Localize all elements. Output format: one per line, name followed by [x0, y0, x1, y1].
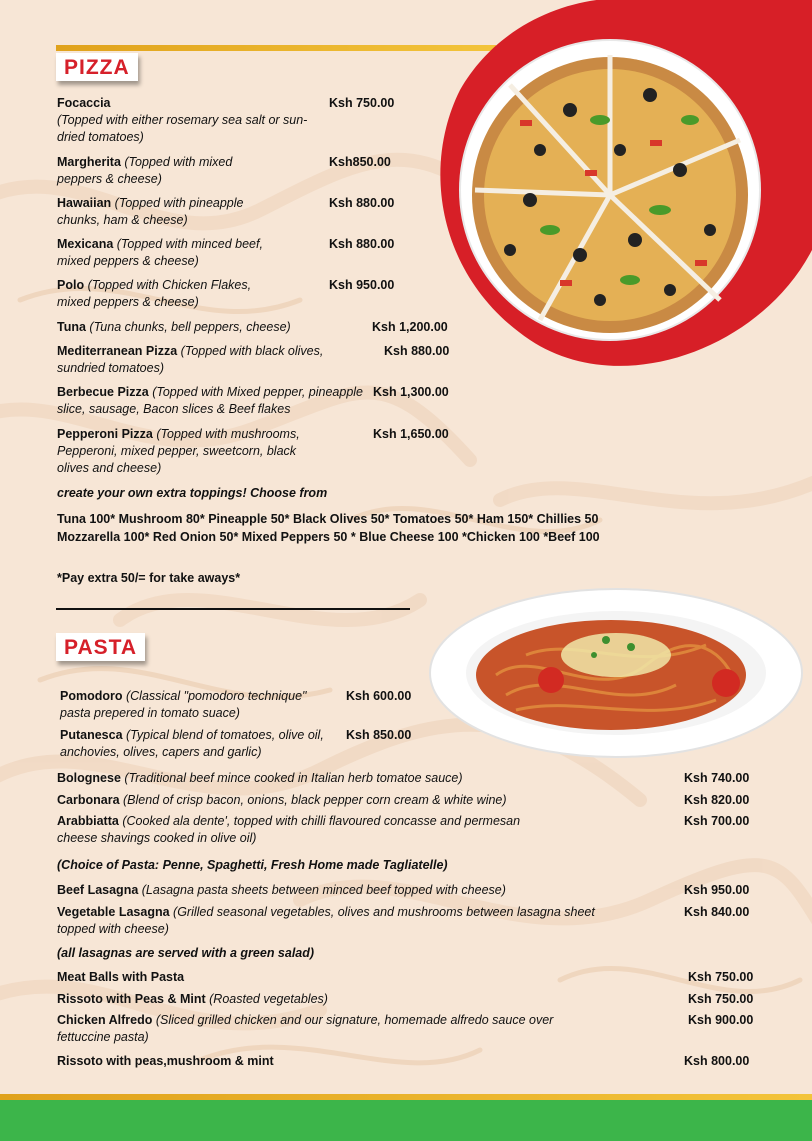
item-price: Ksh 900.00: [688, 1013, 754, 1027]
item-name: Rissoto with Peas & Mint: [57, 992, 206, 1006]
list-item: [60, 727, 330, 761]
item-name: Mediterranean Pizza: [57, 344, 178, 358]
item-desc: (Traditional beef mince cooked in Italian herb tomatoe sauce): [124, 771, 463, 785]
item-name: Polo: [57, 278, 85, 292]
item-name: Pomodoro: [60, 689, 123, 703]
item-name: Putanesca: [60, 728, 123, 742]
takeaway-note: *Pay extra 50/= for take aways*: [57, 571, 241, 585]
item-desc: (Topped with Chicken Flakes, mixed peppers & cheese): [57, 278, 252, 309]
item-price: Ksh 880.00: [329, 237, 395, 251]
extras-note: create your own extra toppings! Choose from: [57, 486, 328, 500]
list-item: [57, 991, 457, 1008]
item-desc: (Topped with mushrooms, Pepperoni, mixed pepper, sweetcorn, black olives and cheese): [57, 427, 300, 475]
pizza-section-title: PIZZA: [56, 53, 138, 81]
list-item: [57, 343, 357, 377]
list-item: [57, 1053, 457, 1070]
item-desc: (Classical "pomodoro technique" pasta prepered in tomato suace): [60, 689, 307, 720]
list-item: [57, 154, 272, 188]
item-desc: (Topped with pineapple chunks, ham & cheese): [57, 196, 244, 227]
pasta-choice-note: (Choice of Pasta: Penne, Spaghetti, Fresh Home made Tagliatelle): [57, 858, 448, 872]
footer-green-band: [0, 1100, 812, 1141]
item-price: Ksh850.00: [329, 155, 391, 169]
item-price: Ksh 750.00: [329, 96, 395, 110]
list-item: [57, 770, 617, 787]
item-price: Ksh 880.00: [384, 344, 450, 358]
item-desc: (Blend of crisp bacon, onions, black pepper corn cream & white wine): [123, 793, 507, 807]
item-price: Ksh 820.00: [684, 793, 750, 807]
item-name: Hawaiian: [57, 196, 112, 210]
pasta-image: [426, 585, 806, 760]
item-price: Ksh 1,650.00: [373, 427, 449, 441]
list-item: [57, 969, 457, 986]
list-item: [57, 1012, 562, 1046]
item-desc: (Topped with either rosemary sea salt or sun-dried tomatoes): [57, 113, 308, 144]
item-name: Mexicana: [57, 237, 114, 251]
list-item: [57, 904, 602, 938]
lasagna-note: (all lasagnas are served with a green salad): [57, 946, 315, 960]
item-desc: (Topped with Mixed pepper, pineapple slice, sausage, Bacon slices & Beef flakes: [57, 385, 364, 416]
list-item: [57, 426, 327, 477]
list-item: [57, 319, 357, 336]
list-item: [57, 882, 617, 899]
item-price: Ksh 850.00: [346, 728, 412, 742]
item-name: Bolognese: [57, 771, 121, 785]
item-price: Ksh 880.00: [329, 196, 395, 210]
item-name: Berbecue Pizza: [57, 385, 149, 399]
item-name: Focaccia: [57, 96, 111, 110]
item-name: Margherita: [57, 155, 121, 169]
item-price: Ksh 840.00: [684, 905, 750, 919]
item-desc: (Grilled seasonal vegetables, olives and mushrooms between lasagna sheet topped with cheese): [57, 905, 595, 936]
item-name: Tuna: [57, 320, 86, 334]
item-price: Ksh 600.00: [346, 689, 412, 703]
item-name: Rissoto with peas,mushroom & mint: [57, 1054, 274, 1068]
list-item: [57, 792, 617, 809]
extras-list: Tuna 100* Mushroom 80* Pineapple 50* Black Olives 50* Tomatoes 50* Ham 150* Chillies 50 Mozzarella 100* Red Onion 50* Mixed Peppers 50 * Blue Cheese 100 *Chicken 100 *Beef 100: [57, 512, 600, 544]
item-desc: (Sliced grilled chicken and our signature, homemade alfredo sauce over fettuccine pasta): [57, 1013, 554, 1044]
item-name: Meat Balls with Pasta: [57, 970, 185, 984]
item-price: Ksh 700.00: [684, 814, 750, 828]
list-item: [57, 95, 317, 146]
item-desc: (Lasagna pasta sheets between minced beef topped with cheese): [141, 883, 506, 897]
item-price: Ksh 950.00: [329, 278, 395, 292]
list-item: [57, 813, 557, 847]
item-desc: (Topped with minced beef, mixed peppers & cheese): [57, 237, 263, 268]
item-price: Ksh 750.00: [688, 970, 754, 984]
pasta-section-title: PASTA: [56, 633, 145, 661]
item-desc: (Roasted vegetables): [209, 992, 328, 1006]
item-name: Pepperoni Pizza: [57, 427, 153, 441]
item-desc: (Topped with black olives, sundried tomatoes): [57, 344, 324, 375]
item-price: Ksh 1,300.00: [373, 385, 449, 399]
list-item: [57, 195, 282, 229]
list-item: [57, 384, 377, 418]
item-price: Ksh 800.00: [684, 1054, 750, 1068]
list-item: [57, 277, 282, 311]
item-desc: (Typical blend of tomatoes, olive oil, anchovies, olives, capers and garlic): [60, 728, 324, 759]
item-price: Ksh 950.00: [684, 883, 750, 897]
list-item: [57, 236, 272, 270]
item-desc: (Topped with mixed peppers & cheese): [57, 155, 233, 186]
pizza-image: [420, 0, 812, 390]
item-price: Ksh 740.00: [684, 771, 750, 785]
list-item: [60, 688, 330, 722]
item-name: Carbonara: [57, 793, 120, 807]
item-name: Vegetable Lasagna: [57, 905, 170, 919]
item-name: Chicken Alfredo: [57, 1013, 153, 1027]
item-name: Beef Lasagna: [57, 883, 139, 897]
item-desc: (Tuna chunks, bell peppers, cheese): [89, 320, 291, 334]
item-price: Ksh 1,200.00: [372, 320, 448, 334]
section-divider: [56, 608, 410, 610]
item-name: Arabbiatta: [57, 814, 119, 828]
item-desc: (Cooked ala dente', topped with chilli flavoured concasse and permesan cheese shavings cooked in olive oil): [57, 814, 521, 845]
item-price: Ksh 750.00: [688, 992, 754, 1006]
